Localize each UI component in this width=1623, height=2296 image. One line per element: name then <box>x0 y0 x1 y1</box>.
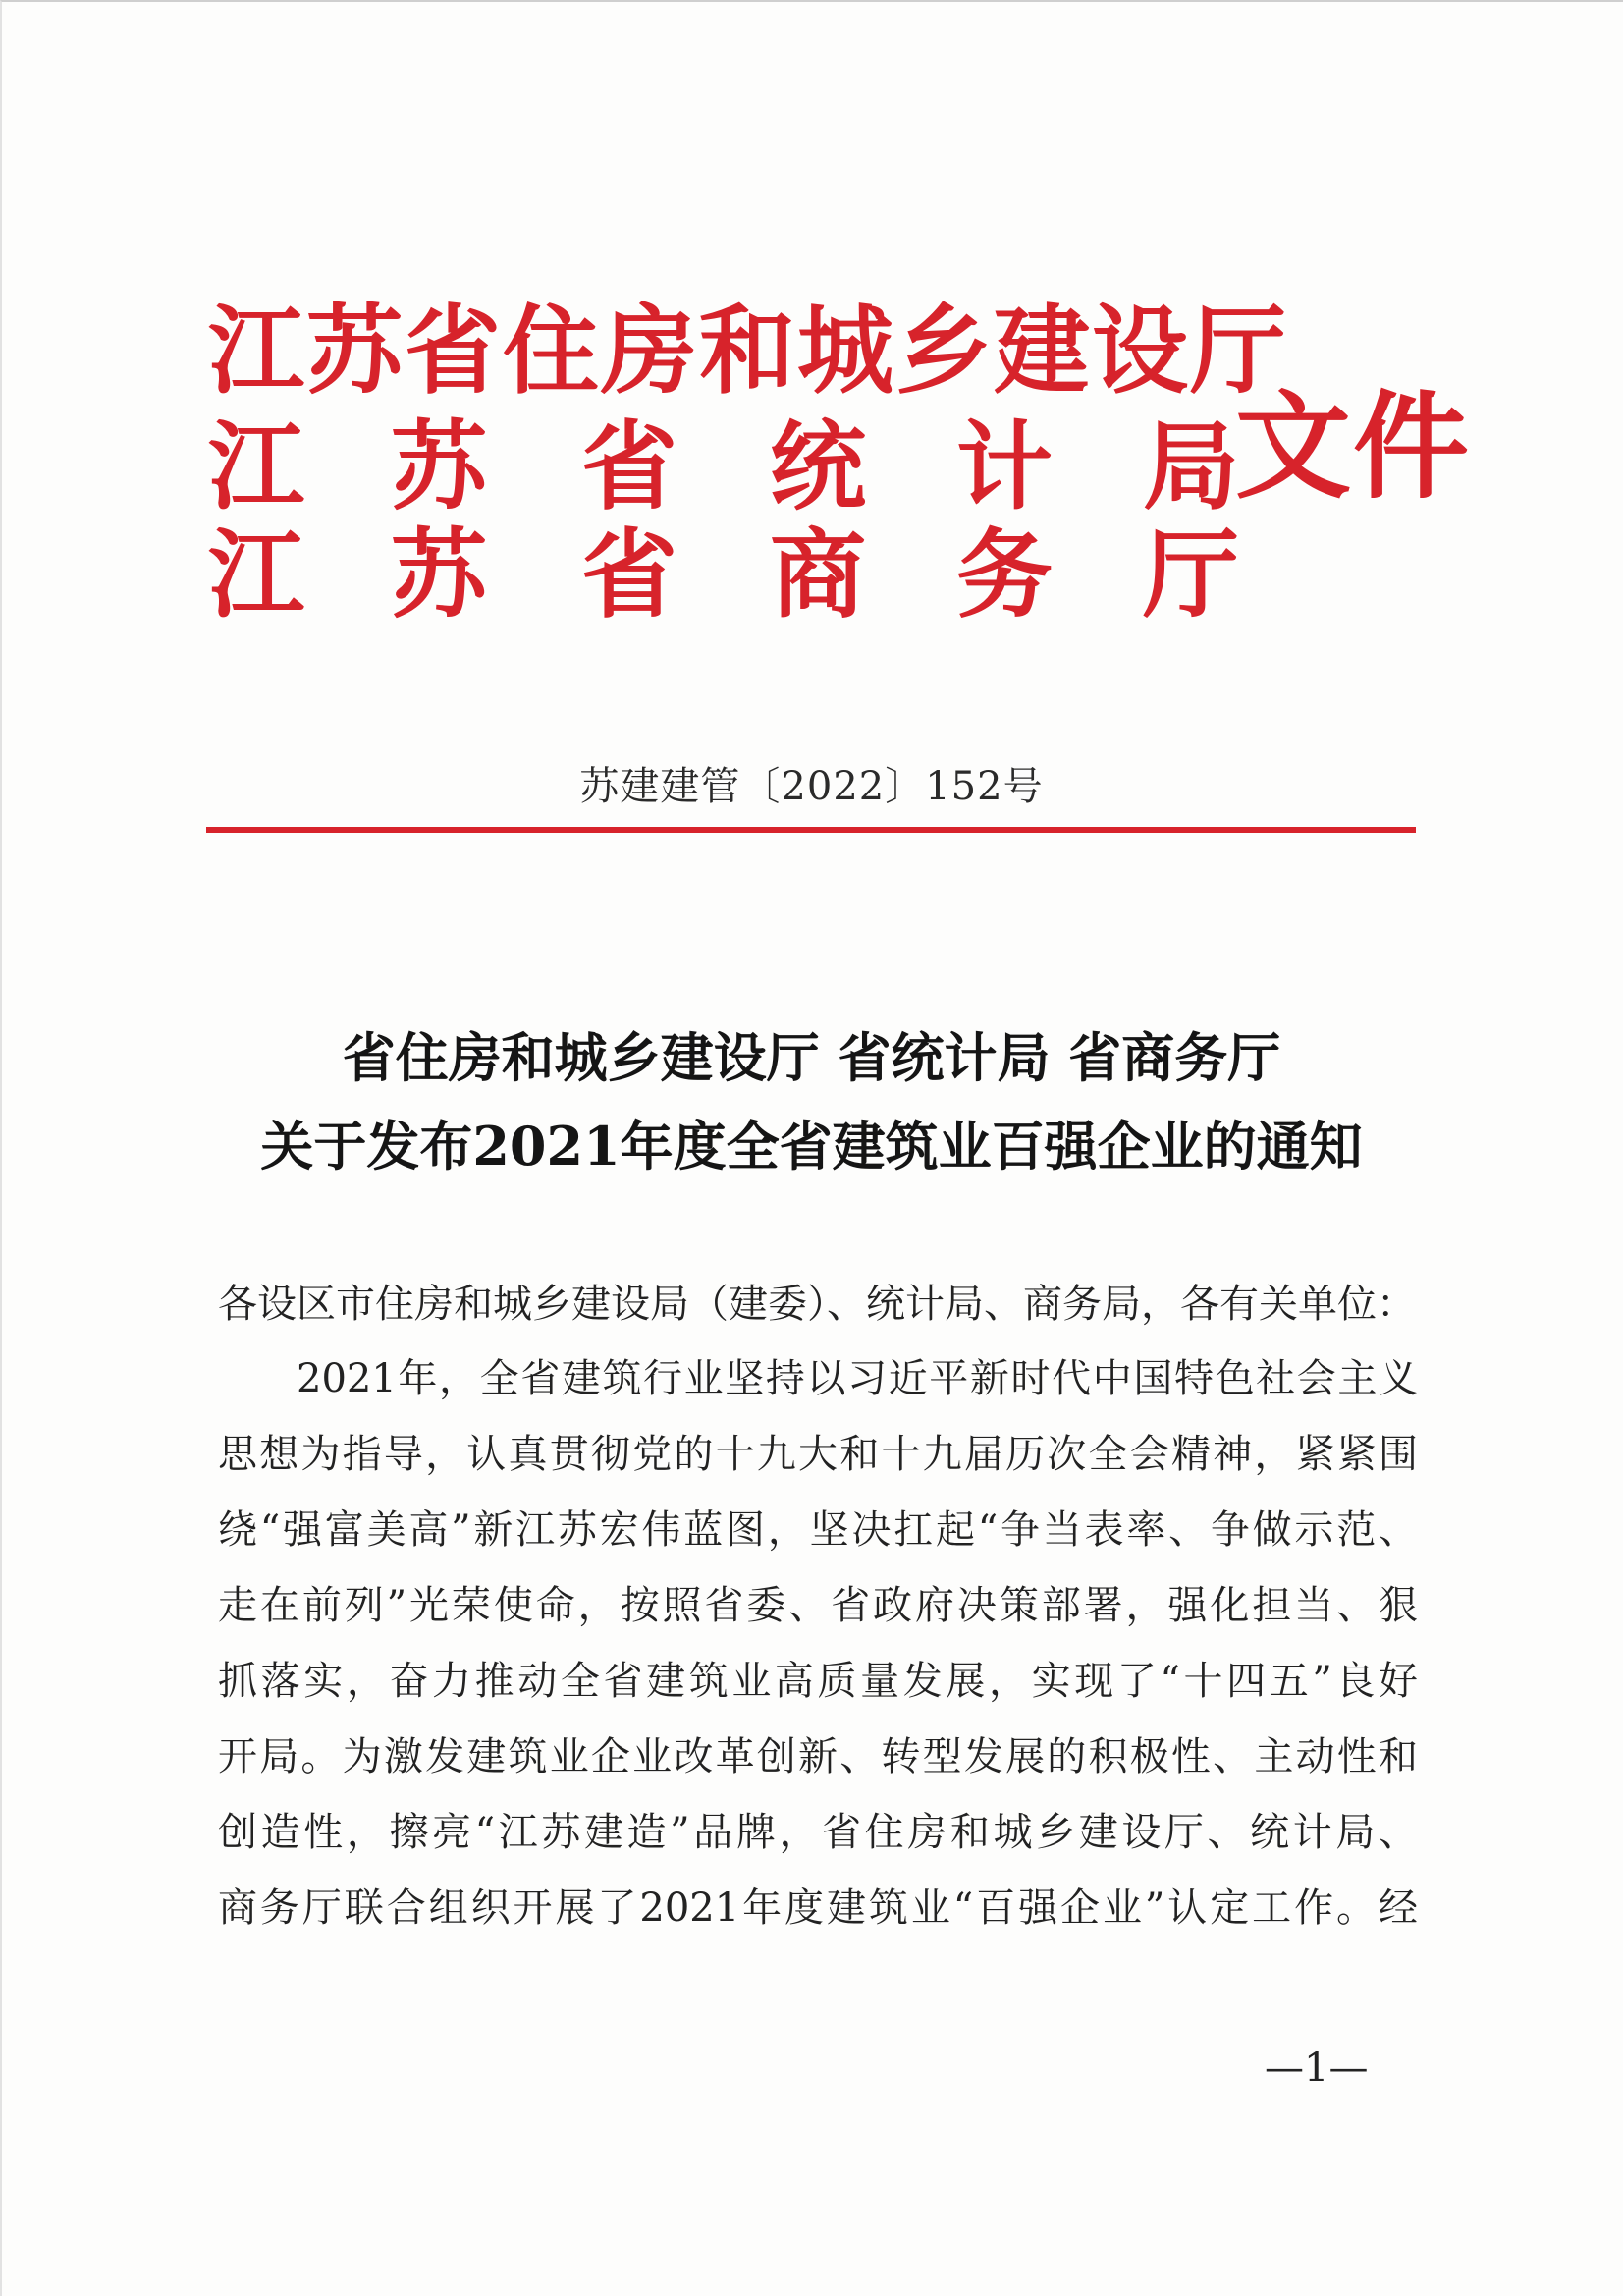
notice-title-line-1: 省住房和城乡建设厅 省统计局 省商务厅 <box>342 1026 1281 1089</box>
body-line: 思想为指导，认真贯彻党的十九大和十九届历次全会精神，紧紧围 <box>218 1432 1418 1477</box>
issuer-char: 省 <box>581 410 678 523</box>
issuer-char: 苏 <box>391 410 488 523</box>
body-line: 绕“强富美高”新江苏宏伟蓝图，坚决扛起“争当表率、争做示范、 <box>218 1507 1418 1553</box>
issuer-line-commerce-department <box>208 520 1239 630</box>
issuer-char: 计 <box>956 410 1054 523</box>
red-divider-line <box>206 827 1416 833</box>
issuer-char: 江 <box>208 519 305 631</box>
body-line: 商务厅联合组织开展了2021年度建筑业“百强企业”认定工作。经 <box>218 1886 1418 1931</box>
issuer-char: 务 <box>956 519 1054 631</box>
issuer-char: 省 <box>581 519 678 631</box>
issuer-char: 厅 <box>1143 519 1240 631</box>
salutation: 各设区市住房和城乡建设局（建委）、统计局、商务局，各有关单位： <box>218 1282 1416 1327</box>
notice-title-line-2: 关于发布2021年度全省建筑业百强企业的通知 <box>260 1115 1363 1177</box>
body-line: 开局。为激发建筑业企业改革创新、转型发展的积极性、主动性和 <box>218 1734 1418 1779</box>
issuer-line-housing-department: 江苏省住房和城乡建设厅 <box>208 295 1289 408</box>
body-line: 走在前列”光荣使命，按照省委、省政府决策部署，强化担当、狠 <box>218 1583 1418 1628</box>
issuer-char: 局 <box>1143 410 1240 523</box>
body-line: 抓落实，奋力推动全省建筑业高质量发展，实现了“十四五”良好 <box>218 1659 1418 1704</box>
body-line: 创造性，擦亮“江苏建造”品牌，省住房和城乡建设厅、统计局、 <box>218 1810 1418 1855</box>
issuer-char: 苏 <box>391 519 488 631</box>
document-type-label: 文件 <box>1235 378 1472 515</box>
issuer-char: 商 <box>770 519 867 631</box>
page-number: —1— <box>1265 2046 1369 2091</box>
body-line: 2021年，全省建筑行业坚持以习近平新时代中国特色社会主义 <box>297 1356 1418 1401</box>
issuer-char: 统 <box>770 410 867 523</box>
issuer-char: 江 <box>208 410 305 523</box>
issuer-line-statistics-bureau <box>208 412 1239 522</box>
document-number: 苏建建管〔2022〕152号 <box>579 764 1044 809</box>
